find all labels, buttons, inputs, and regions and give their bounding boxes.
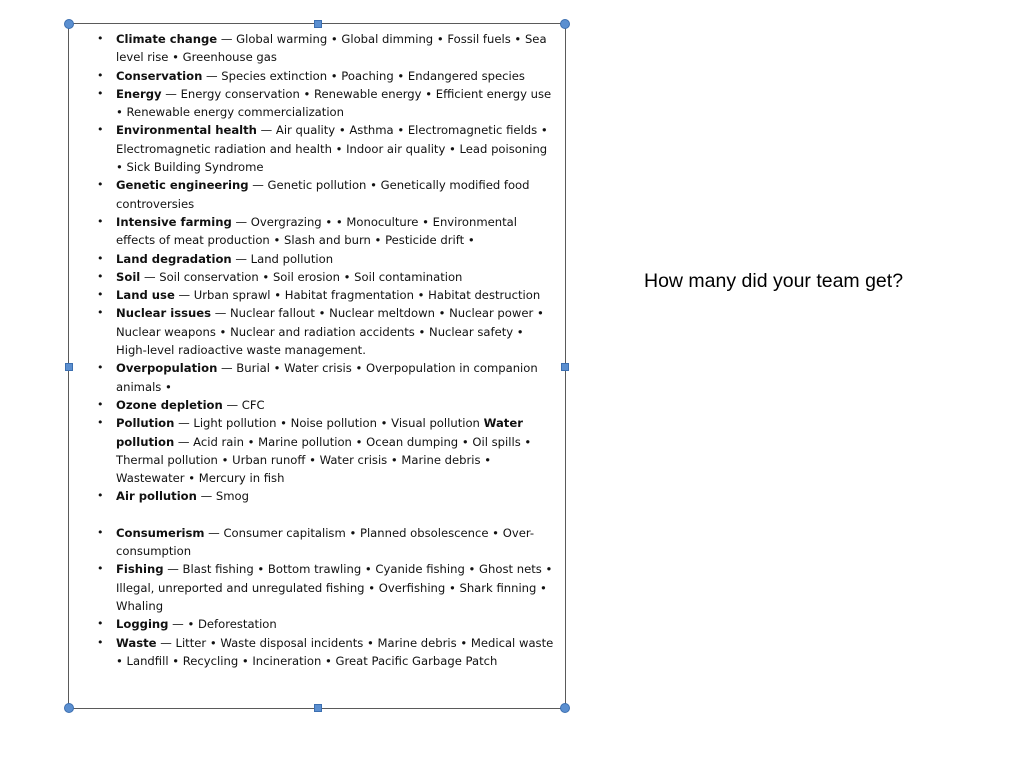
list-item: • Ozone depletion — CFC: [97, 396, 555, 414]
list-item: • Pollution — Light pollution • Noise pollution • Visual pollution Water pollution — Acid rain • Marine pollution • Ocean dumping • Oil spills • Thermal pollution • Urban runoff • Water crisis • Marine debris • Wastewater • Mercury in fish: [97, 414, 555, 487]
resize-handle-top-left[interactable]: [64, 19, 74, 29]
list-item: • Consumerism — Consumer capitalism • Planned obsolescence • Over-consumption: [97, 524, 555, 561]
list-item: • Climate change — Global warming • Global dimming • Fossil fuels • Sea level rise • Greenhouse gas: [97, 30, 555, 67]
resize-handle-middle-left[interactable]: [65, 363, 73, 371]
resize-handle-bottom-right[interactable]: [560, 703, 570, 713]
list-item: • Environmental health — Air quality • Asthma • Electromagnetic fields • Electromagnetic radiation and health • Indoor air quality • Lead poisoning • Sick Building Syndrome: [97, 121, 555, 176]
list-item: • Overpopulation — Burial • Water crisis • Overpopulation in companion animals •: [97, 359, 555, 396]
environmental-issues-textbox[interactable]: [68, 23, 566, 709]
list-item: • Conservation — Species extinction • Poaching • Endangered species: [97, 67, 555, 85]
list-item: • Intensive farming — Overgrazing • • Monoculture • Environmental effects of meat production • Slash and burn • Pesticide drift •: [97, 213, 555, 250]
list-item: • Fishing — Blast fishing • Bottom trawling • Cyanide fishing • Ghost nets • Illegal, unreported and unregulated fishing • Overfishing • Shark finning • Whaling: [97, 560, 555, 615]
list-item: • Genetic engineering — Genetic pollution • Genetically modified food controversies: [97, 176, 555, 213]
list-item: • Nuclear issues — Nuclear fallout • Nuclear meltdown • Nuclear power • Nuclear weapons • Nuclear and radiation accidents • Nuclear safety • High-level radioactive waste management.: [97, 304, 555, 359]
question-text[interactable]: How many did your team get?: [644, 270, 904, 292]
resize-handle-bottom-left[interactable]: [64, 703, 74, 713]
list-item: • Land use — Urban sprawl • Habitat fragmentation • Habitat destruction: [97, 286, 555, 304]
resize-handle-bottom-middle[interactable]: [314, 704, 322, 712]
issues-bullet-list: [97, 30, 555, 670]
list-item: • Energy — Energy conservation • Renewable energy • Efficient energy use • Renewable energy commercialization: [97, 85, 555, 122]
list-item: • Air pollution — Smog: [97, 487, 555, 505]
resize-handle-top-middle[interactable]: [314, 20, 322, 28]
list-item: • Waste — Litter • Waste disposal incidents • Marine debris • Medical waste • Landfill • Recycling • Incineration • Great Pacific Garbage Patch: [97, 634, 555, 671]
list-item: • Soil — Soil conservation • Soil erosion • Soil contamination: [97, 268, 555, 286]
resize-handle-middle-right[interactable]: [561, 363, 569, 371]
resize-handle-top-right[interactable]: [560, 19, 570, 29]
list-item: • Land degradation — Land pollution: [97, 250, 555, 268]
list-item: • Logging — • Deforestation: [97, 615, 555, 633]
